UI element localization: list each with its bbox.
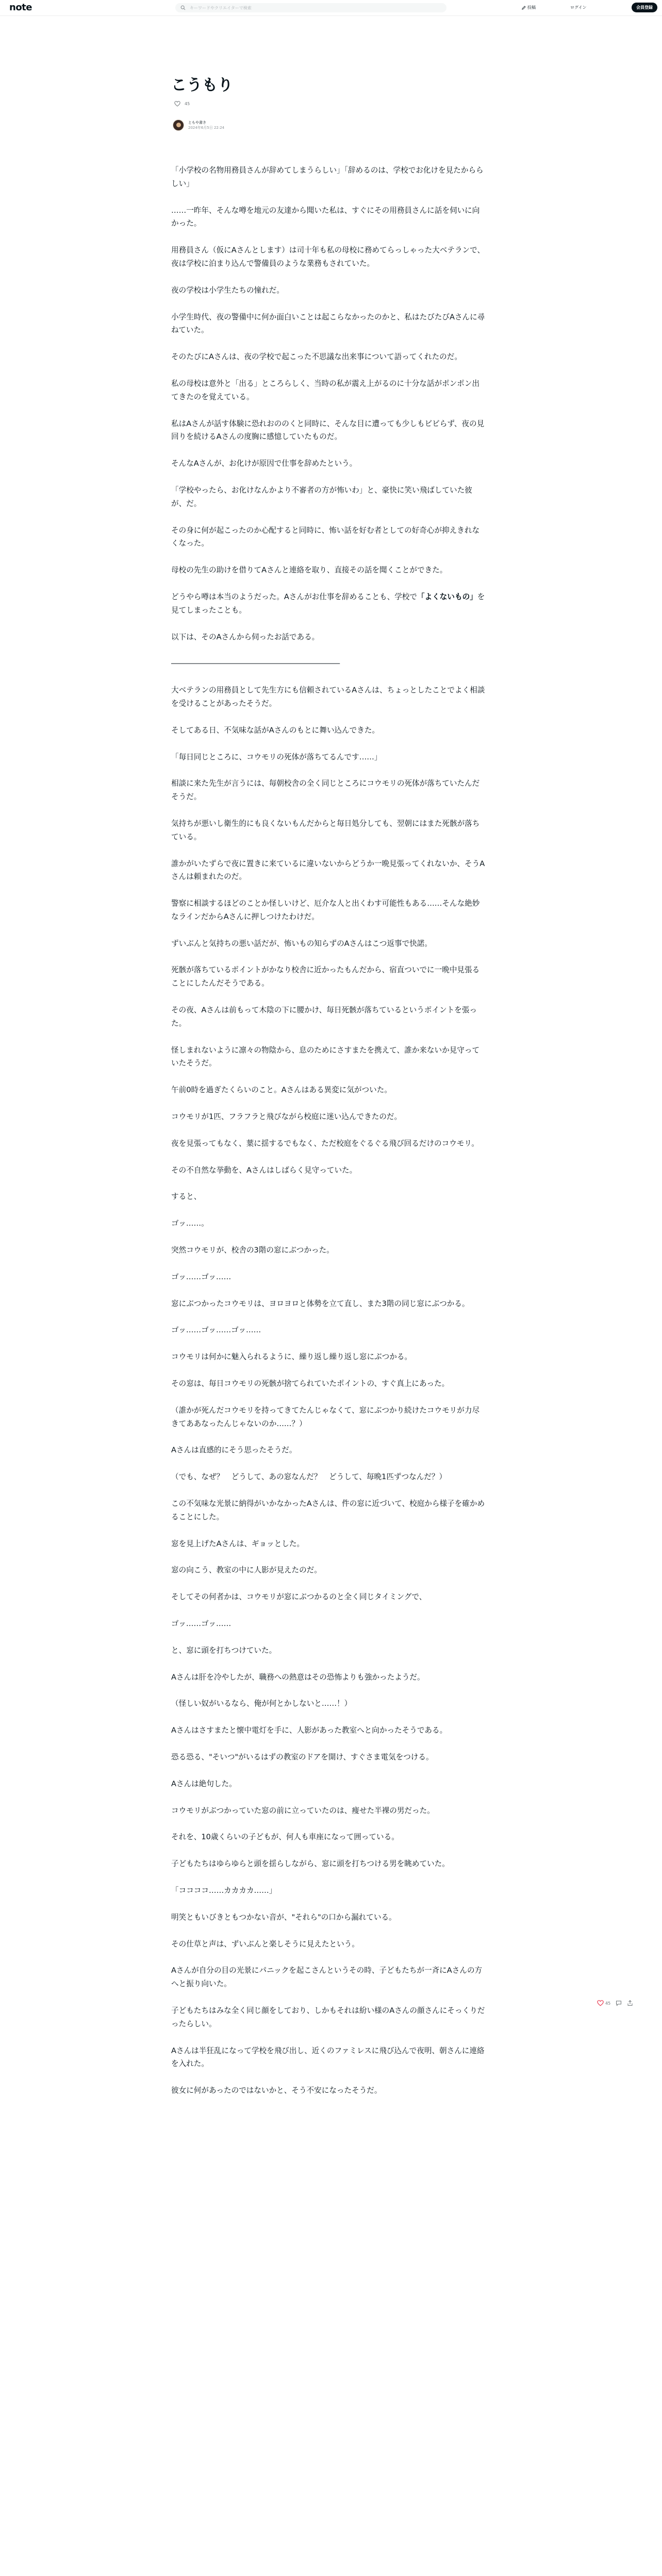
article-paragraph: 彼女に何があったのではないかと、そう不安になったそうだ。 [171, 2086, 382, 2095]
article-paragraph: この不気味な光景に納得がいかなかったAさんは、件の窓に近づいて、校庭から様子を確かめることにした。 [171, 1499, 485, 1521]
article-paragraph: その不自然な挙動を、Aさんはしばらく見守っていた。 [171, 1165, 357, 1175]
article-paragraph: 相談に来た先生が言うには、毎朝校舎の全く同じところにコウモリの死体が落ちていたんだそうだ。 [171, 779, 480, 802]
article-paragraph: 夜を見張ってもなく、葉に揺するでもなく、ただ校庭をぐるぐる飛び回るだけのコウモリ。 [171, 1139, 479, 1148]
article-paragraph: 小学生時代、夜の警備中に何か面白いことは起こらなかったのかと、私はたびたびAさんに尋ねていた。 [171, 312, 485, 335]
article-paragraph: すると、 [171, 1192, 202, 1201]
article-paragraph: 「学校やったら、お化けなんかより不審者の方が怖いわ」と、豪快に笑い飛ばしていた彼が、だ。 [171, 485, 472, 508]
article-paragraph: 窓の向こう、教室の中に人影が見えたのだ。 [171, 1566, 322, 1575]
article-paragraph: Aさんは半狂乱になって学校を飛び出し、近くのファミレスに飛び込んで夜明、朝さんに連絡を入れた。 [171, 2046, 485, 2069]
article-paragraph: 私の母校は意外と「出る」ところらしく、当時の私が震え上がるのに十分な話がポンポン出てきたのを覚えている。 [171, 379, 480, 401]
article-paragraph: コウモリがぶつかっていた窓の前に立っていたのは、痩せた半裸の男だった。 [171, 1806, 435, 1815]
article-paragraph: ずいぶんと気持ちの悪い話だが、怖いもの知らずのAさんはこつ返事で快諾。 [171, 939, 432, 948]
article-paragraph: その身に何が起こったのか心配すると同時に、怖い話を好む者としての好奇心が抑えきれなくなった。 [171, 526, 480, 548]
heart-icon[interactable] [174, 101, 180, 107]
signup-button[interactable]: 会員登録 [632, 3, 657, 12]
post-button[interactable] [522, 5, 536, 10]
comment-icon[interactable] [616, 2000, 622, 2006]
article-paragraph: どうやら噂は本当のようだった。Aさんがお仕事を辞めることも、学校で「よくないもの」を見てしまったことも。 [171, 592, 485, 615]
article-paragraph: 用務員さん（仮にAさんとします）は司十年も私の母校に務めてらっしゃった大ベテランで、夜は学校に泊まり込んで警備員のような業務もされていた。 [171, 246, 485, 268]
article-paragraph: （怪しい奴がいるなら、俺が何とかしないと……！） [171, 1699, 352, 1708]
article-paragraph: （誰かが死んだコウモリを持ってきてたんじゃなくて、窓にぶつかり続けたコウモリが力尽きてああなったんじゃないのか……？） [171, 1405, 480, 1428]
article-paragraph: ゴッ……。 [171, 1219, 209, 1228]
article-paragraph: 警察に相談するほどのことか怪しいけど、厄介な人と出くわす可能性もある……そんな絶妙なラインだからAさんに押しつけたわけだ。 [171, 899, 480, 921]
post-date: 2024年6月5日 22:24 [188, 126, 225, 130]
article-paragraph: それを、10歳くらいの子どもが、何人も車座になって囲っている。 [171, 1833, 399, 1842]
article-paragraph: 大ベテランの用務員として先生方にも信頼されているAさんは、ちょっとしたことでよく相談を受けることがあったそうだ。 [171, 686, 485, 708]
article-paragraph: 以下は、そのAさんから伺ったお話である。 [171, 632, 320, 641]
article-paragraph: 子どもたちはゆらゆらと頭を揺らしながら、窓に頭を打ちつける男を眺めていた。 [171, 1859, 450, 1869]
article-paragraph: Aさんは肝を冷やしたが、職務への熱意はその恐怖よりも強かったようだ。 [171, 1672, 425, 1682]
article-paragraph: 気持ちが悪いし衛生的にも良くないもんだからと毎日処分しても、翌朝にはまた死骸が落ちている。 [171, 819, 480, 841]
article-paragraph: ゴッ……ゴッ……ゴッ…… [171, 1326, 261, 1335]
search-icon [180, 5, 186, 10]
article-paragraph: そしてその何者かは、コウモリが窓にぶつかるのと全く同じタイミングで、 [171, 1592, 427, 1602]
article-body [171, 164, 487, 2111]
article-paragraph: その夜、Aさんは前もって木陰の下に腰かけ、毎日死骸が落ちているというポイントを張った。 [171, 1006, 477, 1028]
avatar[interactable] [173, 120, 184, 131]
article-paragraph: 「毎日同じところに、コウモリの死体が落ちてるんです……」 [171, 752, 382, 761]
article-paragraph: 午前0時を過ぎたくらいのこと。Aさんはある異変に気がついた。 [171, 1086, 392, 1095]
article-paragraph: 怪しまれないように凛々の物陰から、息のためにさすまたを携えて、誰か来ないか見守っていたそうだ。 [171, 1045, 480, 1068]
pen-icon [522, 6, 526, 10]
article-paragraph: 母校の先生の助けを借りてAさんと連絡を取り、直接その話を聞くことができた。 [171, 566, 448, 575]
article-paragraph: 死骸が落ちているポイントがかなり校舎に近かったもんだから、宿直ついでに一晩中見張ることにしたんだそうである。 [171, 965, 480, 988]
article-paragraph: Aさんは直感的にそう思ったそうだ。 [171, 1446, 297, 1455]
article-paragraph: そしてある日、不気味な話がAさんのもとに舞い込んできた。 [171, 725, 380, 735]
article-paragraph: 突然コウモリが、校舎の3階の窓にぶつかった。 [171, 1246, 334, 1255]
article-paragraph: と、窓に頭を打ちつけていた。 [171, 1646, 277, 1655]
article-paragraph: 夜の学校は小学生たちの憧れだ。 [171, 285, 284, 295]
like-count: 45 [185, 101, 190, 106]
article-paragraph: ゴッ……ゴッ…… [171, 1619, 231, 1628]
article-paragraph: 「小学校の名物用務員さんが辞めてしまうらしい」「辞めるのは、学校でお化けを見たかららしい」 [171, 166, 484, 188]
article-paragraph: Aさんはさすまたと懐中電灯を手に、人影があった教室へと向かったそうである。 [171, 1726, 448, 1735]
article-paragraph: 明笑ともいびきともつかない音が、"それら"の口から漏れている。 [171, 1912, 396, 1922]
bold-phrase: 「よくないもの」 [417, 592, 477, 601]
article-paragraph: 恐る恐る、"そいつ"がいるはずの教室のドアを開け、すぐさま電気をつける。 [171, 1752, 434, 1761]
article-paragraph: （でも、なぜ？ どうして、あの窓なんだ？ どうして、毎晩1匹ずつなんだ？） [171, 1472, 447, 1482]
author-block[interactable] [173, 120, 224, 131]
login-link[interactable]: ログイン [570, 5, 587, 10]
floating-like-button[interactable] [597, 2000, 610, 2006]
article-paragraph: Aさんが自分の目の光景にパニックを起こさんというその時、子どもたちが一斉にAさんの方へと振り向いた。 [171, 1966, 483, 1989]
article-paragraph: その仕草と声は、ずいぶんと楽しそうに見えたという。 [171, 1939, 359, 1948]
article-paragraph: 子どもたちはみな全く同じ顔をしており、しかもそれは紛い様のAさんの顔さんにそっくりだったらしい。 [171, 2006, 485, 2028]
article-paragraph: ……一昨年、そんな噂を地元の友達から聞いた私は、すぐにその用務員さんに話を伺いに向かった。 [171, 206, 480, 228]
article-paragraph: Aさんは絶句した。 [171, 1779, 237, 1788]
article-paragraph: ゴッ……ゴッ…… [171, 1272, 231, 1281]
search-bar[interactable] [175, 3, 446, 12]
floating-actions [597, 2000, 633, 2006]
like-row [174, 101, 190, 107]
article-title: こうもり [171, 76, 233, 94]
note-logo[interactable]: note [9, 2, 32, 13]
article-paragraph: 誰かがいたずらで夜に置きに来ているに違いないからどうか一晩見張ってくれないか、そうAさんは頼まれたのだ。 [171, 859, 485, 882]
heart-icon [597, 2000, 604, 2006]
article-paragraph: コウモリが1匹、フラフラと飛びながら校庭に迷い込んできたのだ。 [171, 1112, 402, 1122]
search-input[interactable] [189, 3, 438, 12]
floating-like-count: 45 [605, 2001, 611, 2006]
author-name[interactable]: ともや書き [188, 121, 206, 125]
article-paragraph: コウモリは何かに魅入られるように、繰り返し繰り返し窓にぶつかる。 [171, 1352, 412, 1362]
article-paragraph: 窓にぶつかったコウモリは、ヨロヨロと体勢を立て直し、また3階の同じ窓にぶつかる。 [171, 1299, 470, 1308]
article-paragraph: そのたびにAさんは、夜の学校で起こった不思議な出来事について語ってくれたのだ。 [171, 352, 462, 362]
share-icon[interactable] [627, 2000, 633, 2006]
article-paragraph: そんなAさんが、お化けが原因で仕事を辞めたという。 [171, 459, 357, 468]
article-paragraph: その窓は、毎日コウモリの死骸が捨てられていたポイントの、すぐ真上にあった。 [171, 1379, 450, 1388]
article-paragraph: 窓を見上げたAさんは、ギョッとした。 [171, 1539, 305, 1548]
post-label: 投稿 [527, 5, 536, 10]
article-paragraph: 「ココココ……カカカカ……」 [171, 1886, 277, 1895]
article-paragraph: ―――――――――――――――――――――――― [171, 659, 340, 668]
site-header [0, 0, 662, 16]
article-paragraph: 私はAさんが話す体験に恐れおののくと同時に、そんな目に遭っても少しもビビらず、夜の見回りを続けるAさんの度胸に感憶していたものだ。 [171, 419, 485, 442]
